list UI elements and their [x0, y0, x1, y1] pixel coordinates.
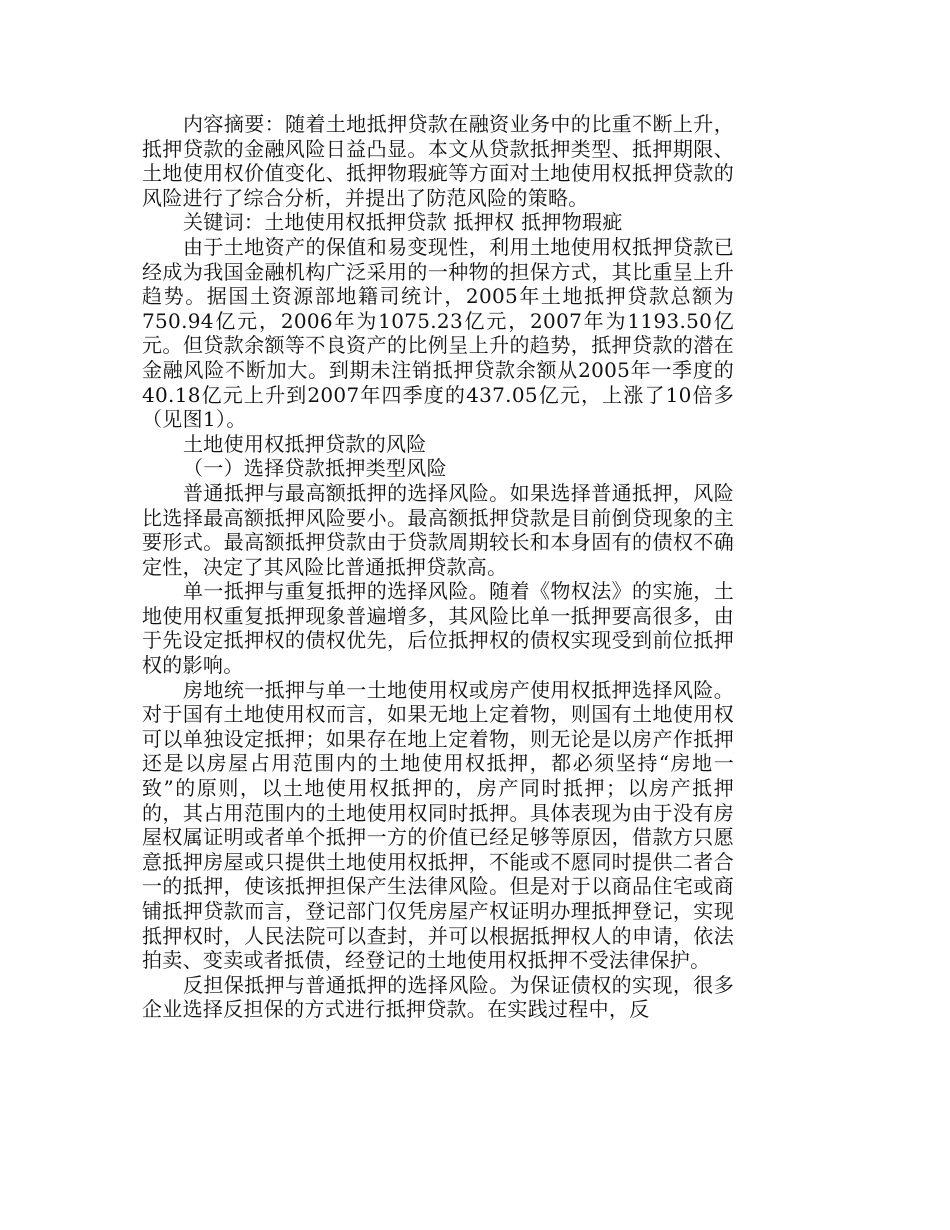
section-heading: 土地使用权抵押贷款的风险	[183, 431, 427, 456]
body-paragraph: 反担保抵押与普通抵押的选择风险。为保证债权的实现，很多企业选择反担保的方式进行抵押贷款。在实践过程中，反	[142, 972, 734, 1022]
body-paragraph: 普通抵押与最高额抵押的选择风险。如果选择普通抵押，风险比选择最高额抵押风险要小。最高额抵押贷款是目前倒贷现象的主要形式。最高额抵押贷款由于贷款周期较长和本身固有的债权不确定性，决定了其风险比普通抵押贷款高。	[142, 480, 734, 579]
intro-paragraph: 由于土地资产的保值和易变现性，利用土地使用权抵押贷款已经成为我国金融机构广泛采用的一种物的担保方式，其比重呈上升趋势。据国土资源部地籍司统计，2005年土地抵押贷款总额为750.94亿元，2006年为1075.23亿元，2007年为1193.50亿元。但贷款余额等不良资产的比例呈上升的趋势，抵押贷款的潜在金融风险不断加大。到期未注销抵押贷款余额从2005年一季度的40.18亿元上升到2007年四季度的437.05亿元，上涨了10倍多（见图1）。	[142, 234, 734, 432]
document-body	[142, 112, 734, 1022]
abstract-paragraph: 内容摘要：随着土地抵押贷款在融资业务中的比重不断上升，抵押贷款的金融风险日益凸显。本文从贷款抵押类型、抵押期限、土地使用权价值变化、抵押物瑕疵等方面对土地使用权抵押贷款的风险进行了综合分析，并提出了防范风险的策略。	[142, 112, 734, 210]
keywords-paragraph: 关键词：土地使用权抵押贷款 抵押权 抵押物瑕疵	[183, 210, 623, 235]
body-paragraph: 单一抵押与重复抵押的选择风险。随着《物权法》的实施，土地使用权重复抵押现象普遍增多，其风险比单一抵押要高很多，由于先设定抵押权的债权优先，后位抵押权的债权实现受到前位抵押权的影响。	[142, 579, 734, 678]
subsection-heading: （一）选择贷款抵押类型风险	[183, 456, 447, 481]
body-paragraph: 房地统一抵押与单一土地使用权或房产使用权抵押选择风险。对于国有土地使用权而言，如果无地上定着物，则国有土地使用权可以单独设定抵押；如果存在地上定着物，则无论是以房产作抵押还是以房屋占用范围内的土地使用权抵押，都必须坚持“房地一致”的原则，以土地使用权抵押的，房产同时抵押；以房产抵押的，其占用范围内的土地使用权同时抵押。具体表现为由于没有房屋权属证明或者单个抵押一方的价值已经足够等原因，借款方只愿意抵押房屋或只提供土地使用权抵押，不能或不愿同时提供二者合一的抵押，使该抵押担保产生法律风险。但是对于以商品住宅或商铺抵押贷款而言，登记部门仅凭房屋产权证明办理抵押登记，实现抵押权时，人民法院可以查封，并可以根据抵押权人的申请，依法拍卖、变卖或者抵债，经登记的土地使用权抵押不受法律保护。	[142, 677, 734, 973]
